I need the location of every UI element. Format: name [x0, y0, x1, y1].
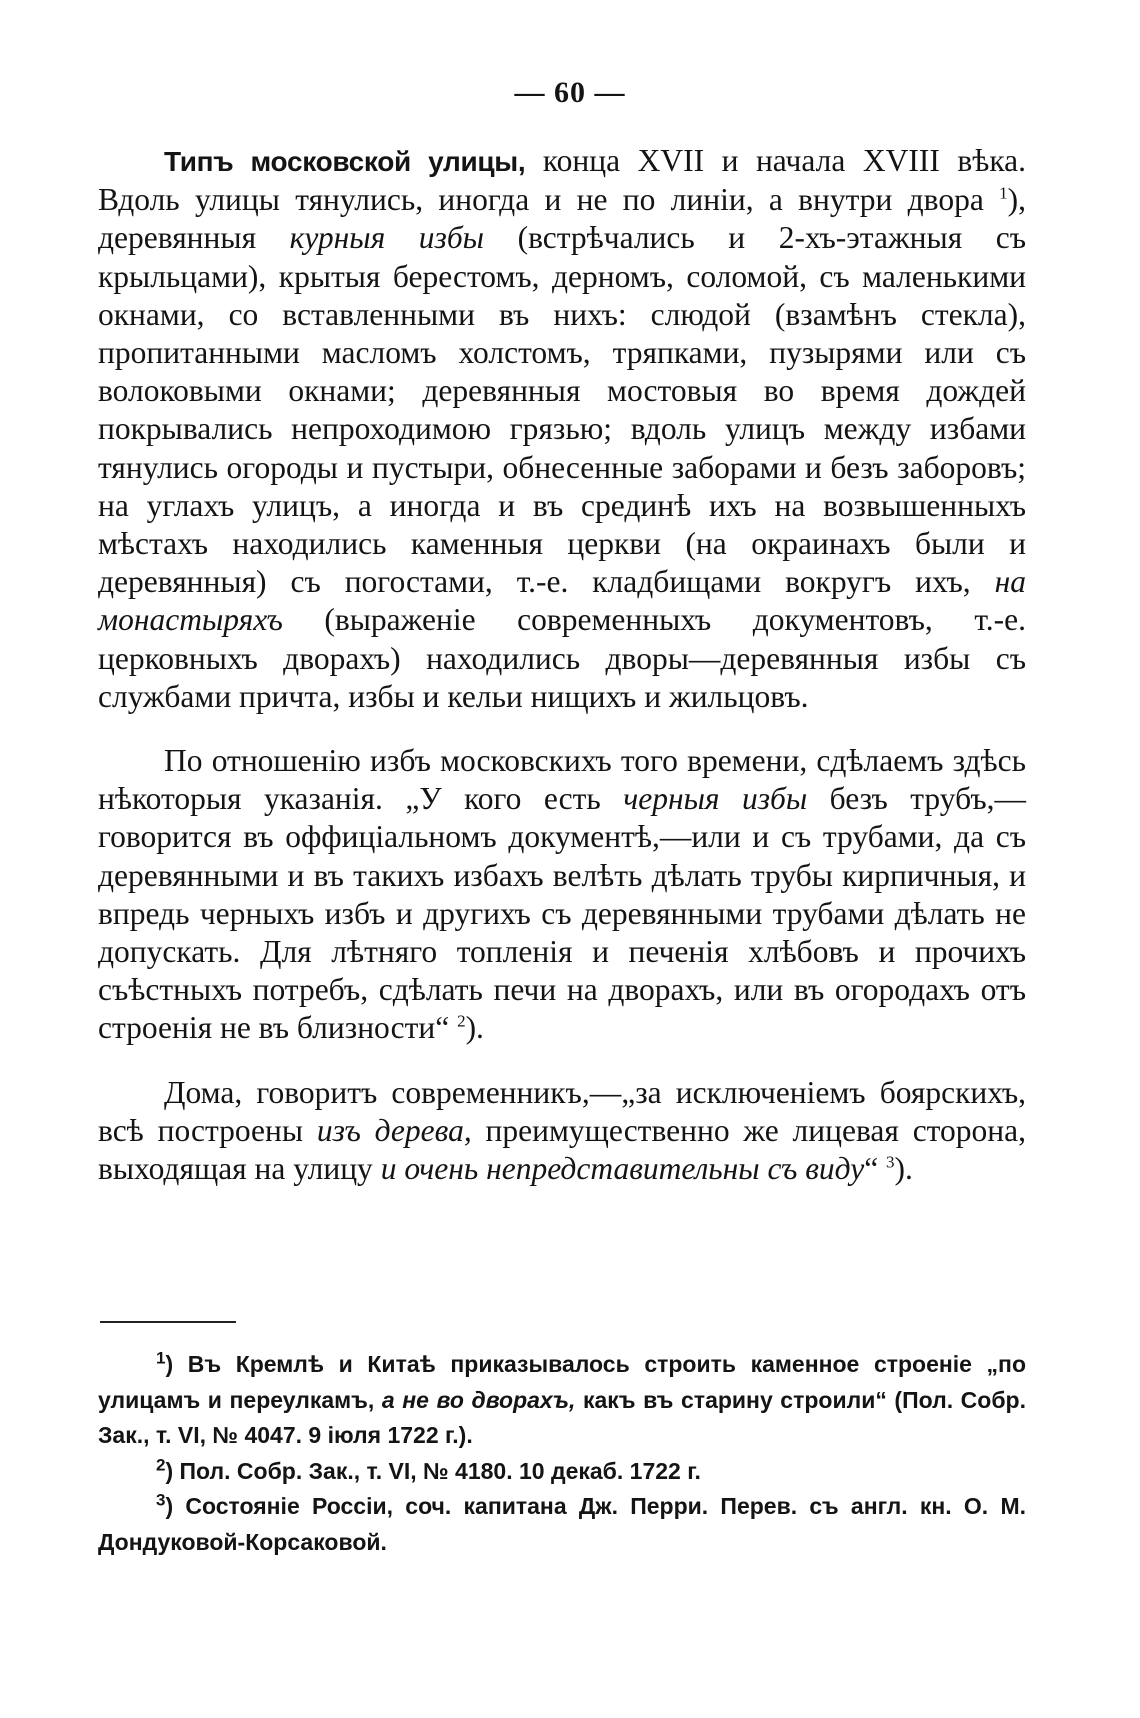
footnote-text: ) Состояніе Россіи, соч. капитана Дж. Перри. Перев. съ англ. кн. О. М. Дондуковой-Корсаковой. — [98, 1493, 1026, 1555]
italic-term: черныя избы — [623, 781, 808, 817]
footnote-text: ) Въ Кремлѣ и Китаѣ приказывалось строить каменное строеніе „по улицамъ и переулкамъ, — [98, 1351, 1026, 1413]
footnote-divider — [100, 1321, 236, 1323]
footnote-marker: 1 — [156, 1348, 166, 1368]
text-segment: Дома, говоритъ современникъ,—„за исключеніемъ боярскихъ, всѣ построены — [98, 1074, 1026, 1148]
footnote-text: какъ въ старину строили“ (Пол. Собр. Зак., т. VI, № 4047. 9 іюля 1722 г.). — [98, 1386, 1026, 1448]
text-segment: конца XVII и начала XVIII вѣка. Вдоль улицы тянулись, иногда и не по линіи, а внутри двора — [98, 143, 1026, 218]
footnote-ref-1: 1 — [999, 183, 1008, 203]
footnote-marker: 2 — [156, 1454, 166, 1474]
text-segment: безъ трубъ,— говорится въ оффиціальномъ документѣ,—или и съ трубами, да съ деревянными и въ такихъ избахъ велѣть дѣлать трубы кирпичныя, и впредь черныхъ избъ и другихъ съ деревянными трубами дѣлать не допускать. Для лѣтняго топленія и печенія хлѣбовъ и прочихъ съѣстныхъ потребъ, сдѣлать печи на дворахъ, или въ огородахъ отъ строенія не въ близности“ — [98, 781, 1027, 1046]
paragraph-houses — [98, 1074, 1026, 1189]
paragraph-lead-heading: Типъ московской улицы, — [164, 146, 526, 177]
text-segment: (выраженіе современныхъ документовъ, т.-е. церковныхъ дворахъ) находились дворы—деревянныя избы съ службами причта, избы и кельи нищихъ и жильцовъ. — [98, 602, 1026, 714]
text-segment: ). — [894, 1151, 913, 1187]
text-segment: По отношенію избъ московскихъ того времени, сдѣлаемъ здѣсь нѣкоторыя указанія. „У кого есть — [98, 743, 1026, 817]
footnote-3 — [98, 1489, 1026, 1560]
text-segment: ). — [465, 1010, 484, 1046]
footnote-1 — [98, 1347, 1026, 1454]
footnotes — [98, 1347, 1026, 1560]
main-text — [98, 142, 1026, 1188]
text-segment: (встрѣчались и 2-хъ-этажныя съ крыльцами), крытыя берестомъ, дерномъ, соломой, съ маленькими окнами, со вставленными въ нихъ: слюдой (взамѣнъ стекла), пропитанными масломъ холстомъ, тряпками, пузырями или съ волоковыми окнами; деревянныя мостовыя во время дождей покрывались непроходимою грязью; вдоль улицъ между избами тянулись огороды и пустыри, обнесенные заборами и безъ заборовъ; на углахъ улицъ, а иногда и въ срединѣ ихъ на возвышенныхъ мѣстахъ находились каменныя церкви (на окраинахъ были и деревянныя) съ погостами, т.-е. кладбищами вокругъ ихъ, — [98, 220, 1027, 600]
italic-term: на монастыряхъ — [98, 564, 1026, 638]
text-segment: “ — [864, 1151, 887, 1187]
footnote-italic: а не во дворахъ, — [381, 1386, 576, 1413]
page-number: — 60 — — [514, 76, 626, 109]
footnote-marker: 3 — [156, 1490, 166, 1510]
paragraph-street-type — [98, 142, 1026, 716]
italic-term: изъ дерева, — [316, 1112, 472, 1148]
footnote-text: ) Пол. Собр. Зак., т. VI, № 4180. 10 декаб. 1722 г. — [165, 1457, 701, 1484]
paragraph-huts — [98, 742, 1026, 1048]
footnote-ref-3: 3 — [886, 1152, 895, 1172]
text-segment: преимущественно же лицевая сторона, выходящая на улицу — [98, 1112, 1026, 1187]
italic-term: и очень непредставительны съ виду — [380, 1151, 865, 1187]
text-segment: ), деревянныя — [98, 182, 1026, 256]
footnote-2 — [98, 1454, 1026, 1490]
italic-term: курныя избы — [289, 220, 485, 256]
footnote-ref-2: 2 — [457, 1011, 466, 1031]
